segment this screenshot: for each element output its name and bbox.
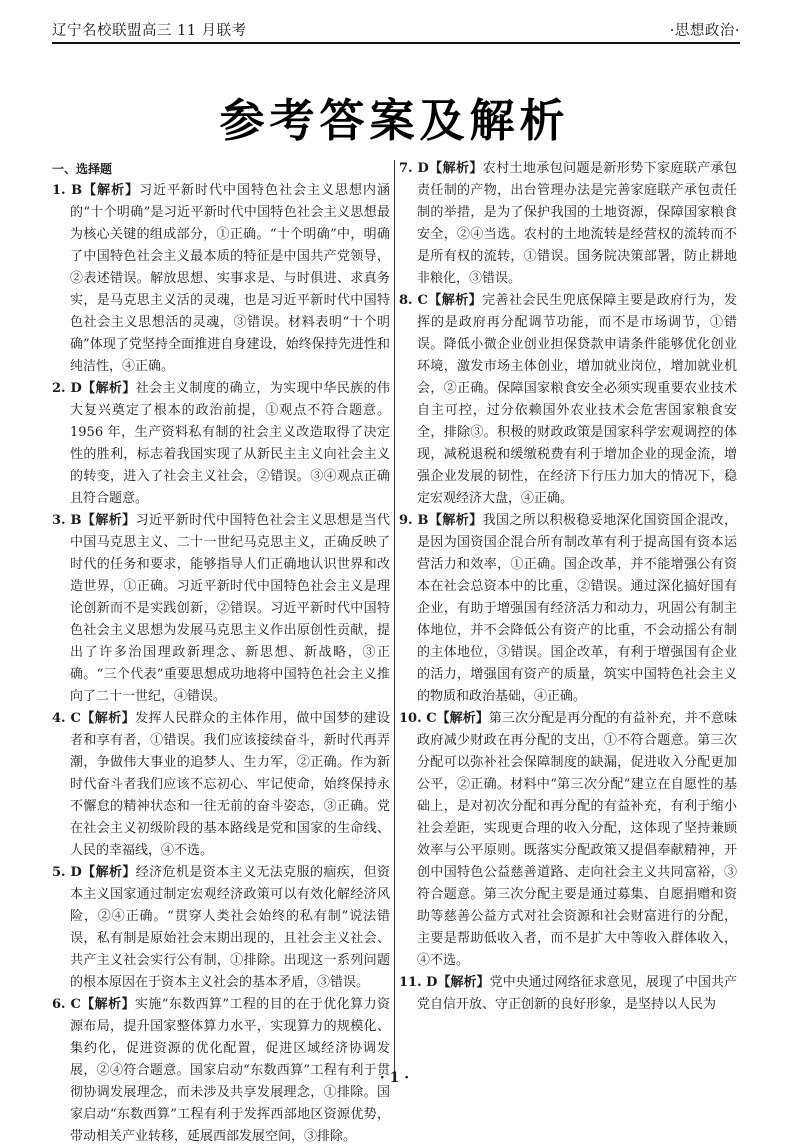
analysis-tag: 【解析】 — [437, 975, 490, 990]
header-rule — [52, 42, 740, 44]
subject-label: ·思想政治· — [669, 23, 740, 39]
answer-text: 实施“东数西算”工程的目的在于优化算力资源布局，提升国家整体算力水平，实现算力的规模化、集约化，促进资源的优化配置，促进区域经济协调发展，②④符合题意。国家启动“东数西算”工程有利于贯彻协调发展理念，而未涉及共享发展理念，①排除。国家启动“东数西算”工程有利于发挥西部地区资源优势，带动相关产业转移，延展西部发展空间，③排除。 — [70, 997, 390, 1144]
answer-2 — [52, 378, 390, 510]
analysis-tag: 【解析】 — [81, 381, 136, 396]
right-column — [399, 158, 737, 1016]
answer-label: 9. B — [399, 513, 429, 528]
answer-label: 10. C — [399, 711, 437, 726]
page-title: 参考答案及解析 — [219, 94, 570, 147]
analysis-tag: 【解析】 — [81, 865, 136, 880]
page-number: · 1 · — [379, 1070, 410, 1086]
answer-text: 经济危机是资本主义无法克服的痼疾，但资本主义国家通过制定宏观经济政策可以有效化解经济风险，②④正确。“贯穿人类社会始终的私有制”说法错误，私有制是原始社会末期出现的，且社会主义社会、共产主义社会实行公有制，①排除。出现这一系列问题的根本原因在于资本主义社会的基本矛盾，③错误。 — [70, 865, 390, 990]
answer-4 — [52, 708, 390, 862]
analysis-tag: 【解析】 — [81, 513, 136, 528]
analysis-tag: 【解析】 — [428, 513, 483, 528]
answer-label: 1. B — [52, 183, 83, 198]
answer-label: 7. D — [399, 161, 429, 176]
answer-label: 4. C — [52, 711, 81, 726]
answer-text: 党中央通过网络征求意见，展现了中国共产党自信开放、守正创新的良好形象，是坚持以人民为 — [417, 975, 737, 1012]
answer-7 — [399, 158, 737, 290]
section-heading: 一、选择题 — [52, 162, 113, 176]
answer-9 — [399, 510, 737, 708]
analysis-tag: 【解析】 — [436, 711, 489, 726]
answer-11 — [399, 972, 737, 1016]
exam-title: 辽宁名校联盟高三 11 月联考 — [52, 23, 247, 39]
answer-label: 3. B — [52, 513, 82, 528]
answer-label: 8. C — [399, 293, 428, 308]
answer-text: 习近平新时代中国特色社会主义思想是当代中国马克思主义、二十一世纪马克思主义，正确反映了时代的任务和要求，能够指导人们正确地认识世界和改造世界，①正确。习近平新时代中国特色社会主义是理论创新而不是实践创新，②错误。习近平新时代中国特色社会主义思想为发展马克思主义作出原创性贡献，提出了许多治国理政新理念、新思想、新战略，③正确。“三个代表”重要思想成功地将中国特色社会主义推向了二十一世纪，④错误。 — [70, 513, 390, 704]
answer-label: 6. C — [52, 997, 81, 1012]
answer-label: 5. D — [52, 865, 82, 880]
column-divider — [394, 160, 395, 1080]
answer-text: 习近平新时代中国特色社会主义思想内涵的“十个明确”是习近平新时代中国特色社会主义思想最为核心关键的组成部分，①正确。“十个明确”中，明确了中国特色社会主义最本质的特征是中国共产党领导，②表述错误。解放思想、实事求是、与时俱进、求真务实，是马克思主义活的灵魂，也是习近平新时代中国特色社会主义思想活的灵魂，③错误。材料表明“十个明确”体现了党坚持全面推进自身建设，始终保持先进性和纯洁性，④正确。 — [70, 183, 390, 374]
analysis-tag: 【解析】 — [82, 183, 140, 198]
analysis-tag: 【解析】 — [80, 997, 135, 1012]
answer-10 — [399, 708, 737, 972]
answer-text: 第三次分配是再分配的有益补充，并不意味政府减少财政在再分配的支出，①不符合题意。第三次分配可以弥补社会保障制度的缺漏，促进收入分配更加公平，②正确。材料中“第三次分配”建立在自愿性的基础上，是对初次分配和再分配的有益补充，有利于缩小社会差距，实现更合理的收入分配，这体现了坚持兼顾效率与公平原则。既落实分配政策又提倡奉献精神，开创中国特色公益慈善道路、走向社会主义共同富裕，③符合题意。第三次分配主要是通过募集、自愿捐赠和资助等慈善公益方式对社会资源和社会财富进行的分配，主要是帮助低收入者，而不是扩大中等收入群体收入，④不选。 — [417, 711, 737, 968]
answer-text: 完善社会民生兜底保障主要是政府行为，发挥的是政府再分配调节功能，而不是市场调节，①错误。降低小微企业创业担保贷款申请条件能够优化创业环境，激发市场主体创业，增加就业岗位，增加就业机会，②正确。保障国家粮食安全必须实现重要农业技术自主可控，过分依赖国外农业技术会危害国家粮食安全，排除③。积极的财政政策是国家科学宏观调控的体现，减税退税和缓缴税费有利于增加企业的现金流，增强企业发展的韧性，在经济下行压力加大的情况下，稳定宏观经济大盘，④正确。 — [417, 293, 737, 506]
answer-label: 11. D — [399, 975, 438, 990]
answer-1 — [52, 180, 390, 378]
page-header — [52, 14, 740, 40]
answer-3 — [52, 510, 390, 708]
answer-text: 社会主义制度的确立，为实现中华民族的伟大复兴奠定了根本的政治前提，①观点不符合题意。1956 年，生产资料私有制的社会主义改造取得了决定性的胜利，标志着我国实现了从新民主主义向社会主义的转变，进入了社会主义社会，②错误。③④观点正确且符合题意。 — [70, 381, 390, 506]
analysis-tag: 【解析】 — [80, 711, 136, 726]
analysis-tag: 【解析】 — [428, 161, 483, 176]
answer-8 — [399, 290, 737, 510]
analysis-tag: 【解析】 — [427, 293, 483, 308]
left-column — [52, 158, 390, 1148]
answer-5 — [52, 862, 390, 994]
answer-text: 农村土地承包问题是新形势下家庭联产承包责任制的产物，出台管理办法是完善家庭联产承包责任制的举措，是为了保护我国的土地资源，保障国家粮食安全，②④当选。农村的土地流转是经营权的流转而不是所有权的流转，①错误。国务院决策部署，防止耕地非粮化，③错误。 — [417, 161, 737, 286]
answer-text: 发挥人民群众的主体作用，做中国梦的建设者和享有者，①错误。我们应该接续奋斗，新时代再弄潮，争做伟大事业的追梦人、生力军，②正确。作为新时代奋斗者我们应该不忘初心、牢记使命，始终保持永不懈怠的精神状态和一往无前的奋斗姿态，③正确。党在社会主义初级阶段的基本路线是党和国家的生命线、人民的幸福线，④不选。 — [70, 711, 390, 858]
answer-text: 我国之所以积极稳妥地深化国资国企混改，是因为国资国企混合所有制改革有利于提高国有资本运营活力和效率，①正确。国企改革，并不能增强公有资本在社会总资本中的比重，②错误。通过深化搞好国有企业，有助于增强国有经济活力和动力，巩固公有制主体地位，并不会降低公有资产的比重，不会动摇公有制的主体地位，③错误。国企改革，有利于增强国有企业的活力，增强国有资产的质量，筑实中国特色社会主义的物质和政治基础，④正确。 — [417, 513, 737, 704]
answer-label: 2. D — [52, 381, 82, 396]
